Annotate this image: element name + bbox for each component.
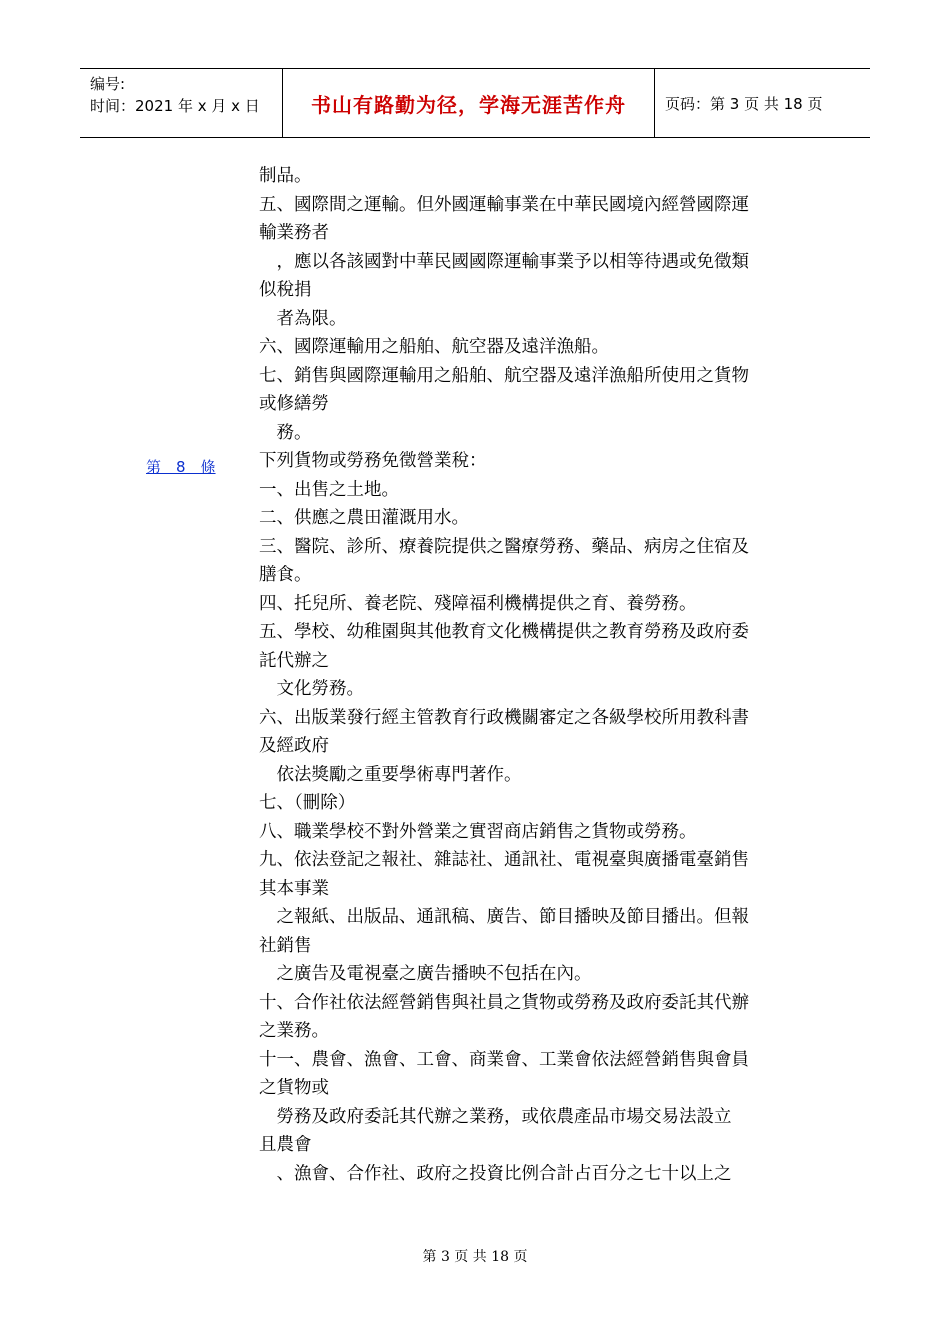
text-line: 制品。 [259, 166, 312, 186]
text-line: 託代辦之 [259, 650, 329, 671]
text-line: 文化勞務。 [259, 679, 364, 699]
text-line: 或修繕勞 [259, 394, 329, 414]
page-footer: 第 3 页 共 18 页 [422, 1249, 528, 1265]
text-line: 十一、農會、漁會、工會、商業會、工業會依法經營銷售與會員 [259, 1049, 749, 1070]
text-line: 六、國際運輸用之船舶、航空器及遠洋漁船。 [259, 337, 609, 357]
text-line: 之業務。 [259, 1021, 329, 1041]
text-line: 五、國際間之運輸。但外國運輸事業在中華民國境內經營國際運 [259, 194, 749, 215]
header-meta [80, 69, 282, 137]
doc-number-label: 编号: [90, 75, 126, 93]
text-line: 一、出售之土地。 [259, 479, 399, 500]
text-line: 七、（刪除） [259, 793, 356, 813]
text-line: 似稅捐 [259, 280, 312, 300]
text-line: 八、職業學校不對外營業之實習商店銷售之貨物或勞務。 [259, 821, 697, 842]
text-line: 三、醫院、診所、療養院提供之醫療勞務、藥品、病房之住宿及 [259, 536, 749, 557]
page-header [80, 68, 870, 138]
text-line: 膳食。 [259, 565, 312, 585]
text-line: 五、學校、幼稚園與其他教育文化機構提供之教育勞務及政府委 [259, 622, 749, 642]
text-line: 七、銷售與國際運輸用之船舶、航空器及遠洋漁船所使用之貨物 [259, 365, 749, 386]
article-8-link[interactable]: 第 8 條 [146, 458, 216, 476]
text-line: 九、依法登記之報社、雜誌社、通訊社、電視臺與廣播電臺銷售 [259, 850, 749, 870]
text-line: ，應以各該國對中華民國國際運輸事業予以相等待遇或免徵類 [259, 251, 749, 272]
header-page-info: 页码：第 3 页 共 18 页 [665, 94, 823, 113]
text-line: 下列貨物或勞務免徵營業稅： [259, 451, 487, 471]
document-body [259, 162, 819, 1188]
text-line: 依法獎勵之重要學術專門著作。 [259, 764, 522, 785]
text-line: 四、托兒所、養老院、殘障福利機構提供之育、養勞務。 [259, 593, 697, 614]
text-line: 勞務及政府委託其代辦之業務，或依農產品市場交易法設立 [259, 1106, 732, 1127]
text-line: 之廣告及電視臺之廣告播映不包括在內。 [259, 964, 592, 984]
text-line: 輸業務者 [259, 223, 329, 243]
text-line: 社銷售 [259, 935, 312, 956]
text-line: 者為限。 [259, 308, 347, 329]
text-line: 之報紙、出版品、通訊稿、廣告、節目播映及節目播出。但報 [259, 907, 749, 927]
text-line: 六、出版業發行經主管教育行政機關審定之各級學校所用教科書 [259, 707, 749, 728]
header-motto: 书山有路勤为径，学海无涯苦作舟 [282, 69, 655, 137]
text-line: 二、供應之農田灌溉用水。 [259, 508, 469, 528]
text-line: 且農會 [259, 1135, 312, 1155]
text-line: 及經政府 [259, 736, 329, 756]
text-line: 務。 [259, 422, 312, 443]
date-label: 时间：2021 年 x 月 x 日 [90, 97, 260, 115]
text-line: 之貨物或 [259, 1078, 329, 1098]
text-line: 十、合作社依法經營銷售與社員之貨物或勞務及政府委託其代辦 [259, 992, 749, 1013]
text-line: 、漁會、合作社、政府之投資比例合計占百分之七十以上之 [259, 1163, 732, 1184]
text-line: 其本事業 [259, 878, 329, 899]
